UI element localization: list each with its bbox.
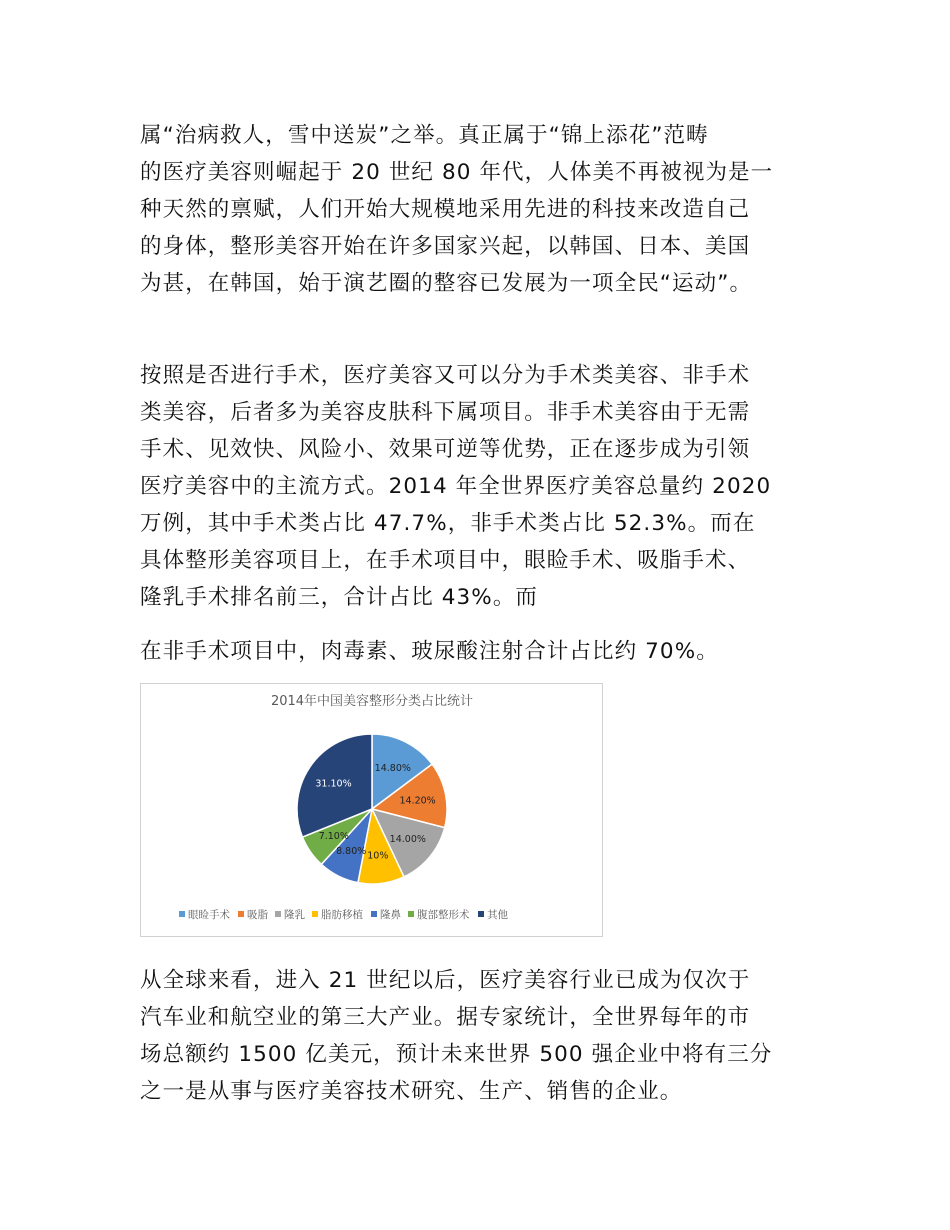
text-line: 万例，其中手术类占比 47.7%，非手术类占比 52.3%。而在 bbox=[140, 511, 756, 536]
data-label-liposuction: 14.20% bbox=[399, 795, 436, 807]
text-line: 的医疗美容则崛起于 20 世纪 80 年代，人体美不再被视为是一 bbox=[140, 160, 774, 185]
pie-chart bbox=[141, 684, 604, 938]
text-line: 汽车业和航空业的第三大产业。据专家统计，全世界每年的市 bbox=[140, 1005, 751, 1030]
text-line: 隆乳手术排名前三，合计占比 43%。而 bbox=[140, 585, 539, 610]
legend-label-eyelid: 眼睑手术 bbox=[188, 909, 230, 921]
data-label-breast: 14.00% bbox=[389, 834, 426, 846]
text-line: 在非手术项目中，肉毒素、玻尿酸注射合计占比约 70%。 bbox=[140, 639, 719, 664]
chart-title: 2014年中国美容整形分类占比统计 bbox=[270, 694, 474, 709]
pie-chart-figure bbox=[140, 683, 603, 937]
legend-swatch-fat-graft bbox=[312, 911, 318, 917]
text-line: 具体整形美容项目上，在手术项目中，眼睑手术、吸脂手术、 bbox=[140, 548, 751, 573]
legend-swatch-other bbox=[478, 911, 484, 917]
legend-swatch-rhinoplasty bbox=[371, 911, 377, 917]
data-label-fat-graft: 10% bbox=[367, 850, 389, 862]
text-line: 属“治病救人，雪中送炭”之举。真正属于“锦上添花”范畴 bbox=[140, 123, 709, 148]
legend-label-liposuction: 吸脂 bbox=[247, 909, 268, 921]
paragraph-global-industry bbox=[140, 962, 820, 1110]
text-line: 为甚，在韩国，始于演艺圈的整容已发展为一项全民“运动”。 bbox=[140, 271, 753, 296]
text-line: 场总额约 1500 亿美元，预计未来世界 500 强企业中将有三分 bbox=[140, 1042, 773, 1067]
legend-swatch-breast bbox=[275, 911, 281, 917]
legend-swatch-liposuction bbox=[238, 911, 244, 917]
paragraph-non-surgical bbox=[140, 633, 820, 670]
paragraph-classification bbox=[140, 357, 820, 616]
data-label-rhinoplasty: 8.80% bbox=[336, 846, 367, 858]
data-label-abdominoplasty: 7.10% bbox=[318, 831, 349, 842]
legend-label-other: 其他 bbox=[487, 909, 508, 921]
text-line: 之一是从事与医疗美容技术研究、生产、销售的企业。 bbox=[140, 1079, 683, 1104]
text-line: 按照是否进行手术，医疗美容又可以分为手术类美容、非手术 bbox=[140, 363, 751, 388]
text-line: 从全球来看，进入 21 世纪以后，医疗美容行业已成为仅次于 bbox=[140, 968, 751, 993]
text-line: 的身体，整形美容开始在许多国家兴起，以韩国、日本、美国 bbox=[140, 234, 751, 259]
text-line: 类美容，后者多为美容皮肤科下属项目。非手术美容由于无需 bbox=[140, 400, 751, 425]
data-label-other: 31.10% bbox=[315, 778, 352, 790]
text-line: 手术、见效快、风险小、效果可逆等优势，正在逐步成为引领 bbox=[140, 437, 751, 462]
legend-label-rhinoplasty: 隆鼻 bbox=[380, 909, 401, 921]
legend-label-abdominoplasty: 腹部整形术 bbox=[417, 909, 470, 921]
legend-swatch-abdominoplasty bbox=[408, 911, 414, 917]
legend-label-breast: 隆乳 bbox=[284, 909, 305, 921]
text-line: 种天然的禀赋，人们开始大规模地采用先进的科技来改造自己 bbox=[140, 197, 751, 222]
legend-label-fat-graft: 脂肪移植 bbox=[321, 909, 363, 921]
paragraph-history bbox=[140, 117, 820, 302]
data-label-eyelid: 14.80% bbox=[374, 762, 411, 774]
text-line: 医疗美容中的主流方式。2014 年全世界医疗美容总量约 2020 bbox=[140, 474, 772, 499]
legend-swatch-eyelid bbox=[179, 911, 185, 917]
